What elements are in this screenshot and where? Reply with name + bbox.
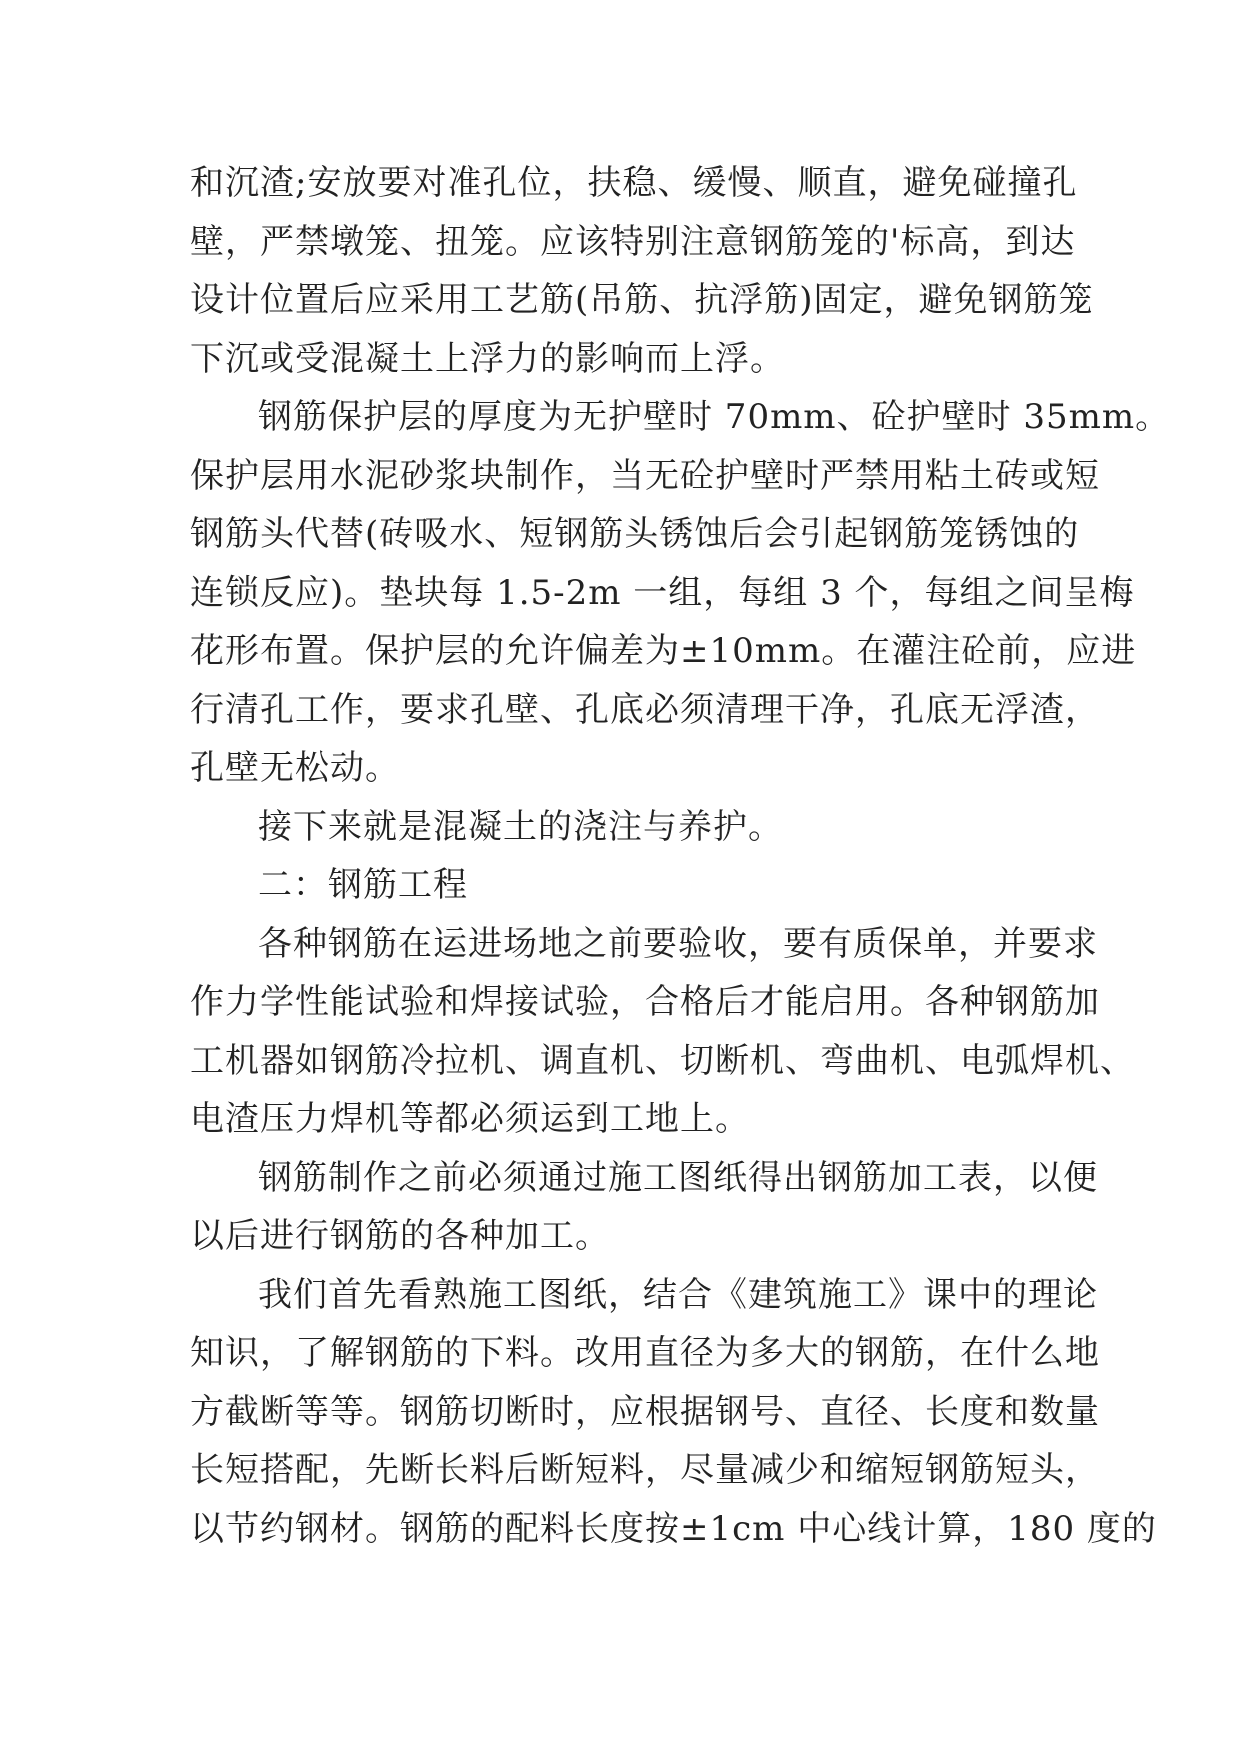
text-line: 各种钢筋在运进场地之前要验收，要有质保单，并要求: [258, 923, 1098, 964]
text-line: 下沉或受混凝土上浮力的影响而上浮。: [190, 338, 785, 379]
text-line: 行清孔工作，要求孔壁、孔底必须清理干净，孔底无浮渣，: [190, 689, 1100, 730]
text-line: 我们首先看熟施工图纸，结合《建筑施工》课中的理论: [258, 1274, 1098, 1315]
text-line: 保护层用水泥砂浆块制作，当无砼护壁时严禁用粘土砖或短: [190, 455, 1100, 496]
text-line: 工机器如钢筋冷拉机、调直机、切断机、弯曲机、电弧焊机、: [190, 1040, 1135, 1081]
text-line: 钢筋制作之前必须通过施工图纸得出钢筋加工表，以便: [258, 1157, 1098, 1198]
text-line: 花形布置。保护层的允许偏差为±10mm。在灌注砼前，应进: [190, 631, 1137, 671]
text-line: 和沉渣;安放要对准孔位，扶稳、缓慢、顺直，避免碰撞孔: [190, 163, 1078, 203]
body-text: [190, 154, 1171, 1558]
text-line: 钢筋保护层的厚度为无护壁时 70mm、砼护壁时 35mm。: [258, 397, 1171, 437]
text-line: 壁，严禁墩笼、扭笼。应该特别注意钢筋笼的'标高，到达: [190, 221, 1076, 262]
text-line: 二：钢筋工程: [258, 865, 468, 905]
text-line: 钢筋头代替(砖吸水、短钢筋头锈蚀后会引起钢筋笼锈蚀的: [190, 514, 1080, 554]
text-line: 以节约钢材。钢筋的配料长度按±1cm 中心线计算，180 度的: [190, 1508, 1157, 1549]
text-line: 设计位置后应采用工艺筋(吊筋、抗浮筋)固定，避免钢筋笼: [190, 280, 1094, 320]
text-line: 以后进行钢筋的各种加工。: [190, 1216, 610, 1256]
text-line: 长短搭配，先断长料后断短料，尽量减少和缩短钢筋短头，: [190, 1450, 1100, 1490]
text-line: 接下来就是混凝土的浇注与养护。: [258, 806, 783, 847]
text-line: 方截断等等。钢筋切断时，应根据钢号、直径、长度和数量: [190, 1391, 1100, 1432]
text-line: 知识，了解钢筋的下料。改用直径为多大的钢筋，在什么地: [190, 1333, 1100, 1373]
text-line: 电渣压力焊机等都必须运到工地上。: [190, 1099, 750, 1139]
text-line: 连锁反应)。垫块每 1.5-2m 一组，每组 3 个，每组之间呈梅: [190, 572, 1135, 613]
text-line: 作力学性能试验和焊接试验，合格后才能启用。各种钢筋加: [190, 982, 1100, 1022]
text-line: 孔壁无松动。: [190, 748, 400, 788]
